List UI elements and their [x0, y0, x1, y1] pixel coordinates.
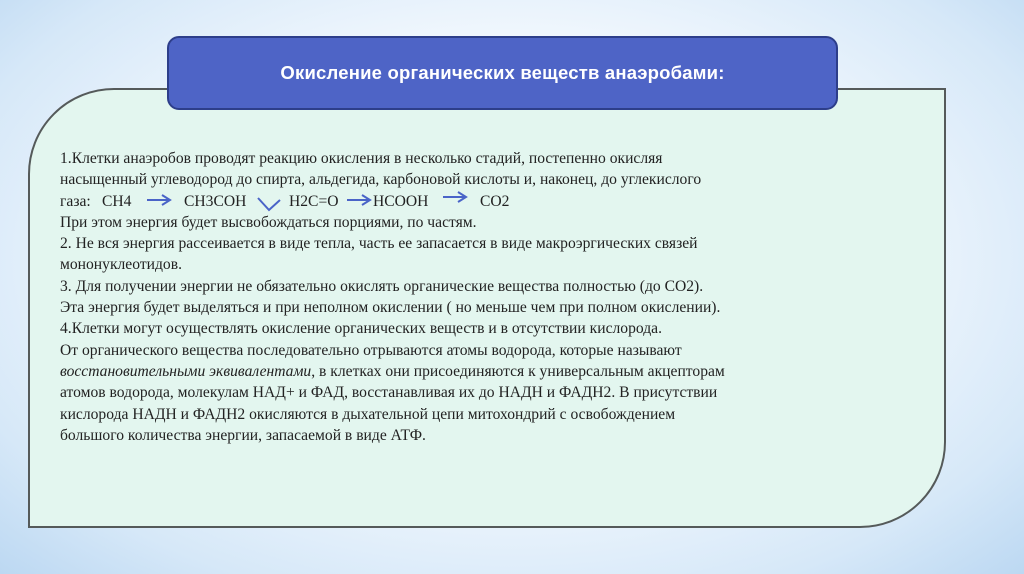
text-line: От органического вещества последовательно отрываются атомы водорода, которые называют: [60, 341, 682, 359]
formula-co2: CO2: [480, 192, 510, 210]
formula-ch4: CH4: [102, 192, 132, 210]
text-line: 1.Клетки анаэробов проводят реакцию окисления в несколько стадий, постепенно окисляя: [60, 150, 663, 167]
text-line: кислорода НАДН и ФАДН2 окисляются в дыхательной цепи митохондрий с освобождением: [60, 405, 676, 423]
text-line: насыщенный углеводород до спирта, альдегида, карбоновой кислоты и, наконец, до углекислого: [60, 171, 702, 189]
text-line: 2. Не вся энергия рассеивается в виде тепла, часть ее запасается в виде макроэргических связей: [60, 235, 698, 253]
text-fragment: , в клетках они присоединяются к универсальным акцепторам: [311, 362, 725, 380]
text-line: Эта энергия будет выделяться и при неполном окислении ( но меньше чем при полном окислении).: [60, 299, 721, 317]
italic-term: восстановительными эквивалентами: [60, 362, 312, 380]
slide-title: Окисление органических веществ анаэробами:: [280, 62, 725, 83]
formula-hcooh: HCOOH: [373, 192, 429, 210]
arrow-right-icon: [146, 194, 172, 206]
text-line: 3. Для получении энергии не обязательно окислять органические вещества полностью (до CO2).: [60, 277, 704, 295]
formula-prefix: газа:: [60, 192, 91, 210]
arrow-right-icon: [346, 194, 372, 206]
title-banner: [167, 36, 838, 110]
text-line: большого количества энергии, запасаемой в виде АТФ.: [60, 426, 426, 444]
text-line: 4.Клетки могут осуществлять окисление органических веществ и в отсутствии кислорода.: [60, 320, 662, 338]
formula-line: [60, 191, 920, 212]
content-text: [60, 148, 920, 446]
text-line: атомов водорода, молекулам НАД+ и ФАД, восстанавливая их до НАДН и ФАДН2. В присутствии: [60, 384, 718, 402]
arrow-right-icon: [442, 191, 468, 203]
text-line: При этом энергия будет высвобождаться порциями, по частям.: [60, 213, 477, 231]
formula-ch3coh: CH3COH: [184, 192, 247, 210]
text-line: мононуклеотидов.: [60, 256, 182, 274]
arrow-right-icon: [257, 196, 283, 216]
formula-h2co: H2C=O: [289, 192, 339, 210]
text-line: [60, 361, 920, 382]
